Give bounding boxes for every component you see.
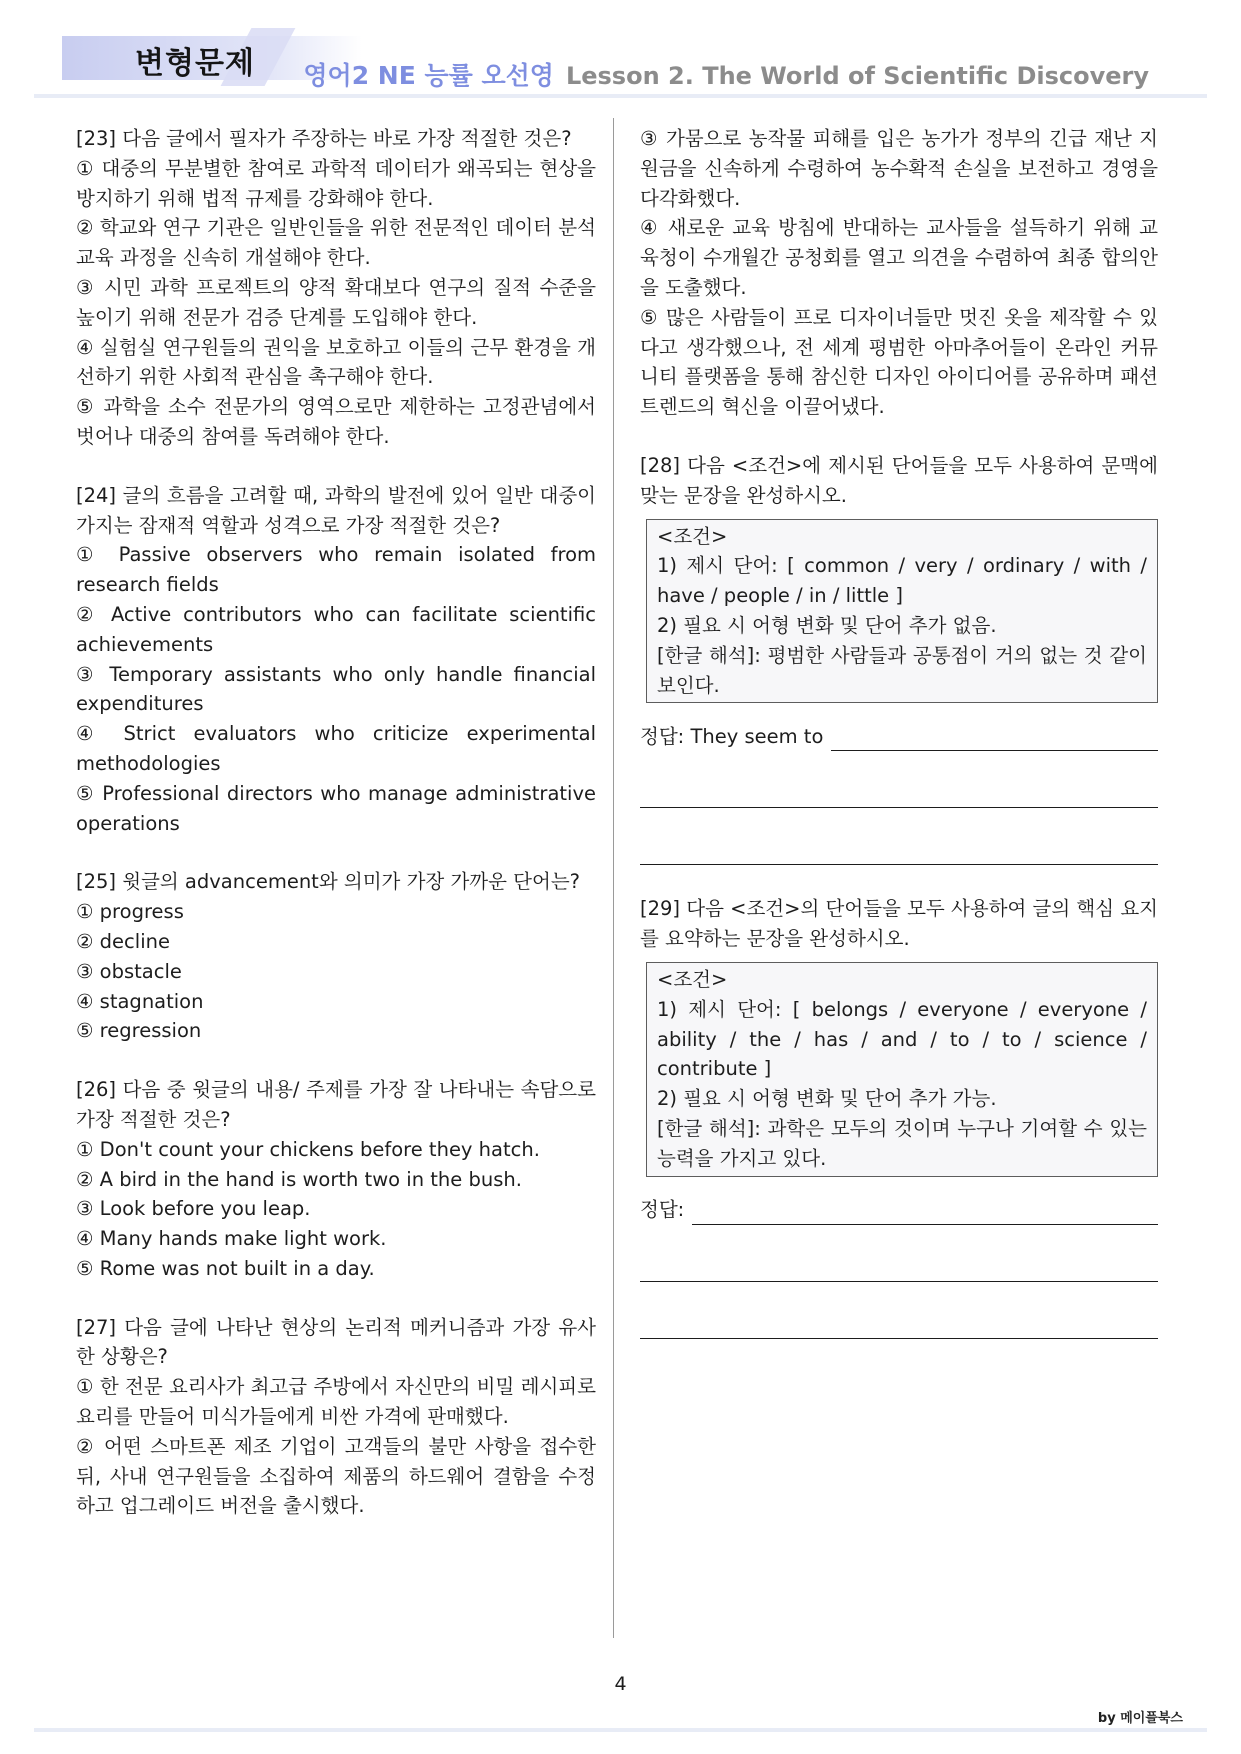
condition-heading: <조건> — [657, 524, 728, 548]
question-23 — [76, 124, 596, 452]
left-column — [76, 124, 596, 1550]
option: ③ obstacle — [76, 959, 182, 983]
condition-box — [646, 962, 1158, 1177]
option: ② A bird in the hand is worth two in the bush. — [76, 1167, 522, 1191]
answer-blank[interactable] — [692, 1202, 1158, 1225]
answer-blank[interactable] — [640, 1298, 1158, 1339]
header-rule — [34, 94, 1207, 98]
option: ⑤ Rome was not built in a day. — [76, 1256, 375, 1280]
option: ④ 실험실 연구원들의 권익을 보호하고 이들의 근무 환경을 개선하기 위한 사회적 관심을 촉구해야 한다. — [76, 335, 596, 389]
option: ② 학교와 연구 기관은 일반인들을 위한 전문적인 데이터 분석 교육 과정을 신속히 개설해야 한다. — [76, 216, 596, 270]
condition-heading: <조건> — [657, 967, 728, 991]
option: ① Don't count your chickens before they hatch. — [76, 1137, 540, 1161]
question-29 — [640, 894, 1158, 1338]
option: ④ stagnation — [76, 989, 204, 1013]
option: ③ Look before you leap. — [76, 1197, 311, 1221]
document-title — [303, 56, 1149, 92]
question-text: [29] 다음 <조건>의 단어들을 모두 사용하여 글의 핵심 요지를 요약하는 문장을 완성하시오. — [640, 897, 1158, 951]
question-text: [25] 윗글의 advancement와 의미가 가장 가까운 단어는? — [76, 870, 581, 894]
answer-line — [640, 719, 1158, 751]
option: ② 어떤 스마트폰 제조 기업이 고객들의 불만 사항을 접수한 뒤, 사내 연구원들을 소집하여 제품의 하드웨어 결함을 수정하고 업그레이드 버전을 출시했다. — [76, 1434, 596, 1518]
question-27 — [76, 1313, 596, 1522]
publisher-credit: by 메이플북스 — [1097, 1711, 1183, 1726]
question-27-continued — [640, 124, 1158, 422]
condition-line: 2) 필요 시 어형 변화 및 단어 추가 없음. — [657, 613, 997, 637]
question-text: [27] 다음 글에 나타난 현상의 논리적 메커니즘과 가장 유사한 상황은? — [76, 1315, 596, 1369]
option: ③ 시민 과학 프로젝트의 양적 확대보다 연구의 질적 수준을 높이기 위해 전문가 검증 단계를 도입해야 한다. — [76, 275, 596, 329]
option: ② decline — [76, 929, 170, 953]
option: ③ 가뭄으로 농작물 피해를 입은 농가가 정부의 긴급 재난 지원금을 신속하게 수령하여 농수확적 손실을 보전하고 경영을 다각화했다. — [640, 127, 1158, 210]
condition-line: 1) 제시 단어: [ belongs / everyone / everyone / ability / the / has / and / to / to / science / contribute ] — [657, 997, 1147, 1081]
option: ⑤ 과학을 소수 전문가의 영역으로만 제한하는 고정관념에서 벗어나 대중의 참여를 독려해야 한다. — [76, 395, 596, 448]
condition-box — [646, 519, 1158, 704]
page-number: 4 — [614, 1673, 627, 1695]
option: ① Passive observers who remain isolated from research fields — [76, 543, 596, 597]
option: ⑤ regression — [76, 1019, 202, 1043]
option: ① 한 전문 요리사가 최고급 주방에서 자신만의 비밀 레시피로 요리를 만들어 미식가들에게 비싼 가격에 판매했다. — [76, 1375, 596, 1429]
option: ② Active contributors who can facilitate scientific achievements — [76, 602, 596, 656]
option: ③ Temporary assistants who only handle financial expenditures — [76, 662, 596, 716]
option: ④ Many hands make light work. — [76, 1227, 387, 1251]
option: ① 대중의 무분별한 참여로 과학적 데이터가 왜곡되는 현상을 방지하기 위해 법적 규제를 강화해야 한다. — [76, 156, 596, 210]
answer-blank[interactable] — [640, 824, 1158, 865]
option: ④ 새로운 교육 방침에 반대하는 교사들을 설득하기 위해 교육청이 수개월간 공청회를 열고 의견을 수렴하여 최종 합의안을 도출했다. — [640, 216, 1158, 299]
option: ⑤ Professional directors who manage administrative operations — [76, 781, 596, 835]
question-text: [28] 다음 <조건>에 제시된 단어들을 모두 사용하여 문맥에 맞는 문장을 완성하시오. — [640, 453, 1158, 507]
option: ① progress — [76, 900, 184, 924]
title-course: 영어2 NE 능률 오선영 — [303, 61, 554, 90]
question-text: [23] 다음 글에서 필자가 주장하는 바로 가장 적절한 것은? — [76, 127, 572, 150]
answer-blank[interactable] — [640, 767, 1158, 808]
option: ⑤ 많은 사람들이 프로 디자이너들만 멋진 옷을 제작할 수 있다고 생각했으나, 전 세계 평범한 아마추어들이 온라인 커뮤니티 플랫폼을 통해 참신한 디자인 아이디어를 공유하며 패션 트렌드의 혁신을 이끌어냈다. — [640, 305, 1158, 419]
question-28 — [640, 451, 1158, 865]
condition-line: [한글 해석]: 평범한 사람들과 공통점이 거의 없는 것 같이 보인다. — [657, 643, 1147, 697]
question-24 — [76, 481, 596, 839]
condition-line: 2) 필요 시 어형 변화 및 단어 추가 가능. — [657, 1087, 997, 1111]
answer-label: 정답: — [640, 1197, 685, 1221]
answer-blank[interactable] — [831, 728, 1158, 751]
answer-blank[interactable] — [640, 1241, 1158, 1282]
answer-label: 정답: They seem to — [640, 724, 824, 748]
condition-line: [한글 해석]: 과학은 모두의 것이며 누구나 기여할 수 있는 능력을 가지고 있다. — [657, 1116, 1147, 1170]
footer-rule — [34, 1728, 1207, 1732]
column-divider — [613, 118, 614, 1638]
question-26 — [76, 1075, 596, 1284]
question-text: [24] 글의 흐름을 고려할 때, 과학의 발전에 있어 일반 대중이 가지는 잠재적 역할과 성격으로 가장 적절한 것은? — [76, 483, 596, 537]
question-25 — [76, 867, 596, 1046]
answer-line — [640, 1193, 1158, 1225]
section-badge: 변형문제 — [135, 46, 255, 81]
title-lesson: Lesson 2. The World of Scientific Discovery — [565, 62, 1149, 90]
question-text: [26] 다음 중 윗글의 내용/ 주제를 가장 잘 나타내는 속담으로 가장 적절한 것은? — [76, 1078, 596, 1131]
right-column — [640, 124, 1158, 1368]
condition-line: 1) 제시 단어: [ common / very / ordinary / with / have / people / in / little ] — [657, 554, 1147, 608]
option: ④ Strict evaluators who criticize experimental methodologies — [76, 722, 596, 775]
